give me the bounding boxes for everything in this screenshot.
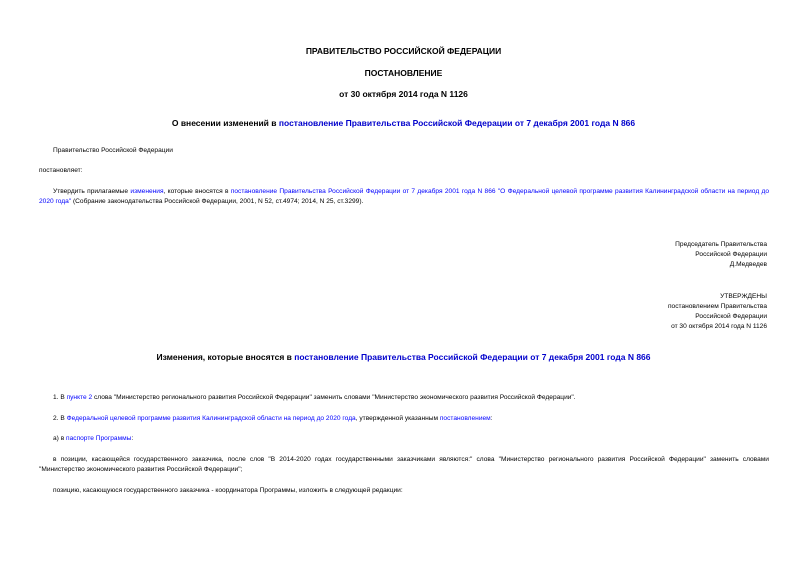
item-1 xyxy=(53,393,576,403)
customer-position-paragraph: в позиции, касающейся государственного заказчика, после слов "В 2014-2020 годах государственными заказчиками являются:" слова "Министерство регионального развития Российской Федерации" заменить словами "Министерство экономического развития Российской Федерации"; xyxy=(39,456,769,473)
item-1-text-a: 1. В xyxy=(53,394,67,401)
signature-org: Российской Федерации xyxy=(695,251,767,258)
changes-title-prefix: Изменения, которые вносятся в xyxy=(156,352,295,362)
approval-text-a: Утвердить прилагаемые xyxy=(53,188,131,195)
title-prefix: О внесении изменений в xyxy=(171,118,279,128)
approval-text-c: (Собрание законодательства Российской Федерации, 2001, N 52, ст.4974; 2014, N 25, ст.3299). xyxy=(71,198,364,205)
approved-date: от 30 октября 2014 года N 1126 xyxy=(671,323,767,330)
item-a-text-b: : xyxy=(131,435,134,442)
resolves-line: постановляет: xyxy=(39,167,83,174)
federal-program-link[interactable]: Федеральной целевой программе развития Калининградской области на период до 2020 года xyxy=(66,415,356,422)
item-2-text-b: , утвержденной указанным xyxy=(355,415,440,422)
signature-title: Председатель Правительства xyxy=(675,241,767,248)
item-1-paragraph-2-link[interactable]: пункте 2 xyxy=(66,394,93,401)
document-title xyxy=(0,118,807,128)
approval-text-b: , которые вносятся в xyxy=(163,188,231,195)
changes-title-decree-link[interactable]: постановление Правительства Российской Федерации от 7 декабря 2001 года N 866 xyxy=(294,352,651,362)
decree-866-link[interactable]: постановление Правительства Российской Федерации от 7 декабря 2001 года N 866 "О Федеральной целевой программе развития Калининградской области на период до 2020 года" xyxy=(39,188,769,205)
title-decree-link[interactable]: постановление Правительства Российской Федерации от 7 декабря 2001 года N 866 xyxy=(278,118,636,128)
changes-link[interactable]: изменения xyxy=(130,188,164,195)
government-line: Правительство Российской Федерации xyxy=(53,147,173,154)
approved-label: УТВЕРЖДЕНЫ xyxy=(720,293,767,300)
approved-by: постановлением Правительства xyxy=(667,303,767,310)
document-date-number: от 30 октября 2014 года N 1126 xyxy=(339,89,468,99)
coordinator-position-paragraph: позицию, касающуюся государственного заказчика - координатора Программы, изложить в следующей редакции: xyxy=(53,487,403,494)
item-a-text-a: а) в xyxy=(53,435,67,442)
government-heading: ПРАВИТЕЛЬСТВО РОССИЙСКОЙ ФЕДЕРАЦИИ xyxy=(305,46,502,56)
changes-title xyxy=(0,352,807,362)
approval-paragraph xyxy=(39,187,769,207)
program-passport-link[interactable]: паспорте Программы xyxy=(66,435,132,442)
approved-org: Российской Федерации xyxy=(695,313,767,320)
item-a xyxy=(53,434,133,444)
item-2-text-a: 2. В xyxy=(53,415,67,422)
resolution-link[interactable]: постановлением xyxy=(439,415,491,422)
item-1-text-b: слова "Министерство регионального развития Российской Федерации" заменить словами "Министерство экономического развития Российской Федерации". xyxy=(92,394,576,401)
item-2 xyxy=(53,414,493,424)
signature-name: Д.Медведев xyxy=(729,261,767,268)
document-type: ПОСТАНОВЛЕНИЕ xyxy=(364,68,443,78)
item-2-text-c: : xyxy=(490,415,493,422)
